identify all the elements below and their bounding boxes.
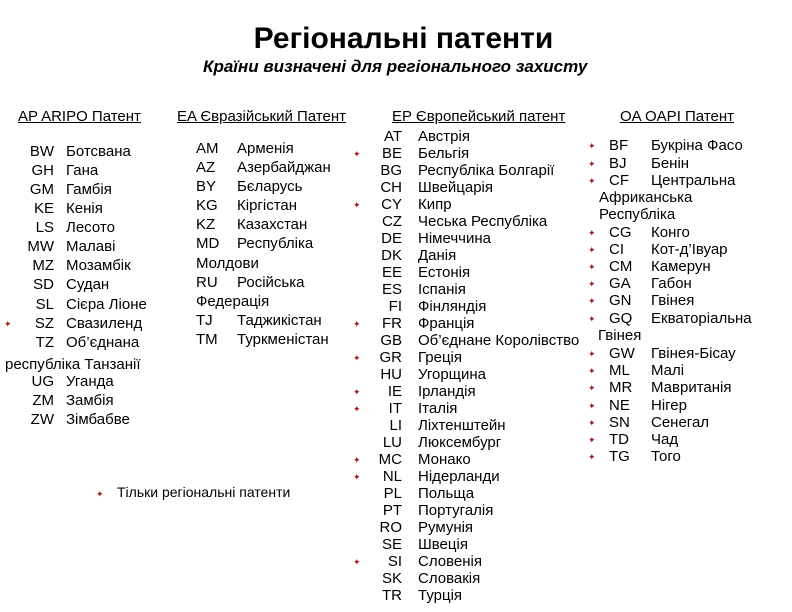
country-code: AT xyxy=(383,128,402,145)
country-code: BF xyxy=(609,137,629,154)
country-code: ZW xyxy=(30,411,54,428)
country-name: Фінляндія xyxy=(418,298,487,315)
country-code: UG xyxy=(31,373,54,390)
country-code: SD xyxy=(33,276,54,293)
country-code: CZ xyxy=(382,213,402,230)
header-eurasian: EA Євразійський Патент xyxy=(177,108,346,125)
regional-only-bullet-icon: ✦ xyxy=(588,159,596,169)
country-name: Чеська Республіка xyxy=(418,213,548,230)
country-name: Сенегал xyxy=(651,414,710,431)
country-name: Ліхтенштейн xyxy=(418,417,506,434)
regional-only-bullet-icon: ✦ xyxy=(353,455,361,465)
country-code: GH xyxy=(31,162,54,179)
country-name: Данія xyxy=(418,247,457,264)
country-code: GA xyxy=(609,275,631,292)
country-code: SK xyxy=(381,570,402,587)
country-name: Сієра Ліоне xyxy=(66,296,147,313)
country-code: BJ xyxy=(609,155,627,172)
country-name: Мавританія xyxy=(651,379,732,396)
country-name: Гвінея-Бісау xyxy=(651,345,736,362)
country-name: Центральна xyxy=(651,172,736,189)
regional-only-bullet-icon: ✦ xyxy=(588,141,596,151)
country-name: Зімбабве xyxy=(66,411,130,428)
regional-only-bullet-icon: ✦ xyxy=(588,176,596,186)
regional-only-bullet-icon: ✦ xyxy=(588,435,596,445)
regional-only-bullet-icon: ✦ xyxy=(588,262,596,272)
regional-only-bullet-icon: ✦ xyxy=(588,228,596,238)
country-name: Кіргістан xyxy=(237,197,298,214)
regional-only-bullet-icon: ✦ xyxy=(588,452,596,462)
country-name: Свазиленд xyxy=(66,315,143,332)
regional-only-bullet-icon: ✦ xyxy=(353,319,361,329)
country-name: Італія xyxy=(418,400,458,417)
country-name: Арменія xyxy=(237,140,294,157)
regional-only-bullet-icon: ✦ xyxy=(588,366,596,376)
country-name: Республіка Болгарії xyxy=(418,162,555,179)
country-code: BW xyxy=(29,143,54,160)
country-code: DK xyxy=(381,247,402,264)
country-code: RO xyxy=(379,519,402,536)
country-code: KE xyxy=(33,200,54,217)
country-code: MR xyxy=(609,379,633,396)
country-code: TZ xyxy=(35,334,54,351)
country-name: Об’єднане Королівство xyxy=(418,332,580,349)
country-code: ES xyxy=(381,281,402,298)
country-name: Гамбія xyxy=(66,181,112,198)
country-name: Турція xyxy=(418,587,463,604)
country-name: Бєларусь xyxy=(237,178,303,195)
legend-bullet-icon: ✦ xyxy=(96,489,104,499)
country-code: CY xyxy=(381,196,402,213)
country-name: Румунія xyxy=(418,519,474,536)
country-name: Камерун xyxy=(651,258,711,275)
country-name: Словенія xyxy=(418,553,482,570)
country-name: Іспанія xyxy=(418,281,466,298)
country-name: Російська xyxy=(237,274,305,291)
regional-only-bullet-icon: ✦ xyxy=(588,349,596,359)
country-name: Об’єднана xyxy=(66,334,140,351)
header-european: EP Європейський патент xyxy=(392,108,566,125)
aripo-tz-continuation: республіка Танзанії xyxy=(5,356,141,373)
country-code: SI xyxy=(387,553,402,570)
eurasian-ru-continuation: Федерація xyxy=(196,293,270,310)
country-code: TR xyxy=(382,587,402,604)
country-code: RU xyxy=(196,274,218,291)
country-name: Гана xyxy=(66,162,99,179)
oapi-gq-continuation: Гвінея xyxy=(598,327,642,344)
country-code: TM xyxy=(196,331,218,348)
regional-only-bullet-icon: ✦ xyxy=(588,418,596,428)
country-code: MD xyxy=(196,235,220,252)
country-name: Швейцарія xyxy=(418,179,493,196)
country-name: Габон xyxy=(651,275,692,292)
regional-only-bullet-icon: ✦ xyxy=(353,353,361,363)
country-code: SE xyxy=(381,536,402,553)
country-code: NL xyxy=(382,468,402,485)
regional-only-bullet-icon: ✦ xyxy=(353,472,361,482)
country-code: LU xyxy=(382,434,402,451)
header-aripo: AP ARIPO Патент xyxy=(18,108,141,125)
country-name: Греція xyxy=(418,349,463,366)
country-name: Німеччина xyxy=(418,230,491,247)
country-code: SL xyxy=(35,296,54,313)
country-code: GW xyxy=(609,345,635,362)
country-name: Ірландія xyxy=(418,383,476,400)
country-code: GB xyxy=(380,332,402,349)
country-code: HU xyxy=(380,366,402,383)
country-name: Монако xyxy=(418,451,471,468)
oapi-cf-continuation-2: Республіка xyxy=(599,206,676,223)
country-code: BG xyxy=(380,162,402,179)
country-code: PL xyxy=(383,485,402,502)
regional-only-bullet-icon: ✦ xyxy=(588,314,596,324)
country-code: TD xyxy=(609,431,629,448)
country-code: FR xyxy=(382,315,402,332)
country-name: Люксембург xyxy=(418,434,502,451)
country-name: Таджикістан xyxy=(237,312,322,329)
country-name: Австрія xyxy=(418,128,470,145)
regional-only-bullet-icon: ✦ xyxy=(588,401,596,411)
country-name: Польща xyxy=(418,485,475,502)
country-name: Естонія xyxy=(418,264,471,281)
regional-only-bullet-icon: ✦ xyxy=(353,387,361,397)
country-code: CM xyxy=(609,258,633,275)
country-name: Кот-д’Івуар xyxy=(651,241,728,258)
country-code: GQ xyxy=(609,310,633,327)
country-name: Нігер xyxy=(651,397,687,414)
country-code: GM xyxy=(29,181,54,198)
country-name: Бенін xyxy=(651,155,690,172)
country-name: Малі xyxy=(651,362,685,379)
country-name: Екваторіальна xyxy=(651,310,752,327)
country-code: IE xyxy=(387,383,402,400)
country-name: Букріна Фасо xyxy=(651,137,743,154)
country-name: Нідерланди xyxy=(418,468,500,485)
country-code: CI xyxy=(609,241,624,258)
country-name: Судан xyxy=(66,276,110,293)
country-name: Малаві xyxy=(66,238,116,255)
header-oapi: OA OAPI Патент xyxy=(620,108,735,125)
country-code: FI xyxy=(388,298,402,315)
country-name: Мозамбік xyxy=(66,257,131,274)
page-subtitle: Країни визначені для регіонального захисту xyxy=(203,57,588,76)
country-name: Лесото xyxy=(66,219,115,236)
legend-text: Тільки регіональні патенти xyxy=(117,484,291,500)
country-name: Кипр xyxy=(418,196,452,213)
country-code: ML xyxy=(609,362,630,379)
country-code: ZM xyxy=(32,392,54,409)
country-code: KZ xyxy=(196,216,216,233)
regional-only-bullet-icon: ✦ xyxy=(588,279,596,289)
country-code: LS xyxy=(35,219,54,236)
country-name: Угорщина xyxy=(418,366,487,383)
country-code: LI xyxy=(389,417,402,434)
country-code: GN xyxy=(609,292,632,309)
country-name: Ботсвана xyxy=(66,143,131,160)
country-code: NE xyxy=(609,397,630,414)
country-code: KG xyxy=(196,197,218,214)
country-code: MZ xyxy=(32,257,54,274)
country-name: Казахстан xyxy=(237,216,308,233)
regional-only-bullet-icon: ✦ xyxy=(588,383,596,393)
country-code: EE xyxy=(381,264,402,281)
page-title: Регіональні патенти xyxy=(253,22,554,55)
country-code: GR xyxy=(379,349,402,366)
country-code: MC xyxy=(378,451,402,468)
regional-only-bullet-icon: ✦ xyxy=(353,200,361,210)
regional-only-bullet-icon: ✦ xyxy=(4,319,12,329)
eurasian-md-continuation: Молдови xyxy=(196,255,259,272)
country-name: Франція xyxy=(418,315,475,332)
country-name: Замбія xyxy=(66,392,114,409)
country-code: BE xyxy=(381,145,402,162)
country-name: Туркменістан xyxy=(237,331,329,348)
country-code: AM xyxy=(196,140,219,157)
country-code: PT xyxy=(382,502,402,519)
oapi-cf-continuation-1: Африканська xyxy=(599,189,693,206)
country-code: TJ xyxy=(196,312,213,329)
country-code: BY xyxy=(196,178,217,195)
country-name: Чад xyxy=(651,431,679,448)
country-name: Конго xyxy=(651,224,690,241)
country-name: Того xyxy=(651,448,681,465)
country-name: Азербайджан xyxy=(237,159,331,176)
regional-only-bullet-icon: ✦ xyxy=(588,296,596,306)
country-code: TG xyxy=(609,448,630,465)
country-name: Португалія xyxy=(418,502,494,519)
regional-only-bullet-icon: ✦ xyxy=(353,404,361,414)
country-code: SZ xyxy=(34,315,54,332)
country-name: Гвінея xyxy=(651,292,695,309)
country-code: SN xyxy=(609,414,630,431)
regional-only-bullet-icon: ✦ xyxy=(353,149,361,159)
country-name: Уганда xyxy=(66,373,114,390)
country-code: AZ xyxy=(196,159,216,176)
country-code: CH xyxy=(380,179,402,196)
regional-only-bullet-icon: ✦ xyxy=(353,557,361,567)
country-name: Кенія xyxy=(66,200,103,217)
country-name: Словакія xyxy=(418,570,481,587)
regional-only-bullet-icon: ✦ xyxy=(588,245,596,255)
country-code: CG xyxy=(609,224,632,241)
country-name: Республіка xyxy=(237,235,314,252)
country-code: DE xyxy=(381,230,402,247)
country-name: Бельгія xyxy=(418,145,470,162)
country-code: IT xyxy=(388,400,402,417)
country-name: Швеція xyxy=(418,536,468,553)
country-code: CF xyxy=(609,172,629,189)
country-code: MW xyxy=(27,238,54,255)
